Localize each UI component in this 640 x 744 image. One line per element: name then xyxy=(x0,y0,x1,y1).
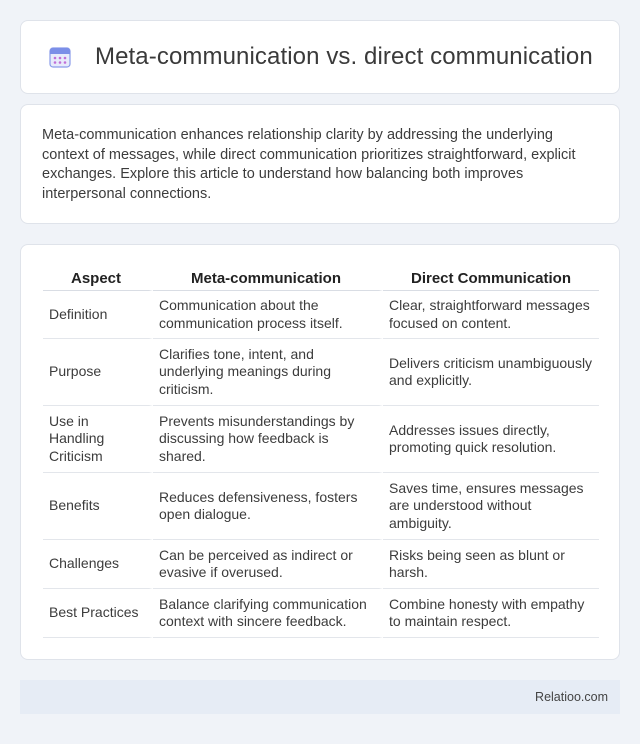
row-meta: Can be perceived as indirect or evasive if overused. xyxy=(153,540,383,589)
row-direct: Risks being seen as blunt or harsh. xyxy=(383,540,599,589)
row-direct: Saves time, ensures messages are understood without ambiguity. xyxy=(383,473,599,540)
row-direct: Addresses issues directly, promoting quick resolution. xyxy=(383,406,599,473)
row-meta: Reduces defensiveness, fosters open dialogue. xyxy=(153,473,383,540)
row-meta: Balance clarifying communication context with sincere feedback. xyxy=(153,589,383,638)
row-meta: Clarifies tone, intent, and underlying meanings during criticism. xyxy=(153,339,383,406)
column-header-meta: Meta-communication xyxy=(153,265,383,291)
calendar-icon xyxy=(47,44,73,70)
row-direct: Clear, straightforward messages focused on content. xyxy=(383,291,599,339)
column-header-direct: Direct Communication xyxy=(383,265,599,291)
table-row xyxy=(43,406,599,473)
row-aspect: Benefits xyxy=(43,473,153,540)
row-aspect: Challenges xyxy=(43,540,153,589)
page-title: Meta-communication vs. direct communication xyxy=(95,43,593,70)
table-row xyxy=(43,540,599,589)
row-direct: Combine honesty with empathy to maintain respect. xyxy=(383,589,599,638)
table-row xyxy=(43,473,599,540)
row-aspect: Best Practices xyxy=(43,589,153,638)
table-row xyxy=(43,339,599,406)
row-direct: Delivers criticism unambiguously and explicitly. xyxy=(383,339,599,406)
footer xyxy=(20,680,620,714)
row-meta: Communication about the communication process itself. xyxy=(153,291,383,339)
comparison-table xyxy=(43,265,599,638)
table-row xyxy=(43,589,599,638)
column-header-aspect: Aspect xyxy=(43,265,153,291)
row-aspect: Use in Handling Criticism xyxy=(43,406,153,473)
row-aspect: Purpose xyxy=(43,339,153,406)
table-row xyxy=(43,291,599,339)
row-aspect: Definition xyxy=(43,291,153,339)
footer-brand[interactable]: Relatioo.com xyxy=(535,690,608,704)
comparison-table-card xyxy=(20,244,620,660)
header-card xyxy=(20,20,620,94)
row-meta: Prevents misunderstandings by discussing how feedback is shared. xyxy=(153,406,383,473)
intro-card xyxy=(20,104,620,224)
table-header-row xyxy=(43,265,599,291)
intro-paragraph: Meta-communication enhances relationship clarity by addressing the underlying context of messages, while direct communication prioritizes straightforward, explicit exchanges. Explore this article to understand how balancing both improves interpersonal connections. xyxy=(42,127,576,202)
